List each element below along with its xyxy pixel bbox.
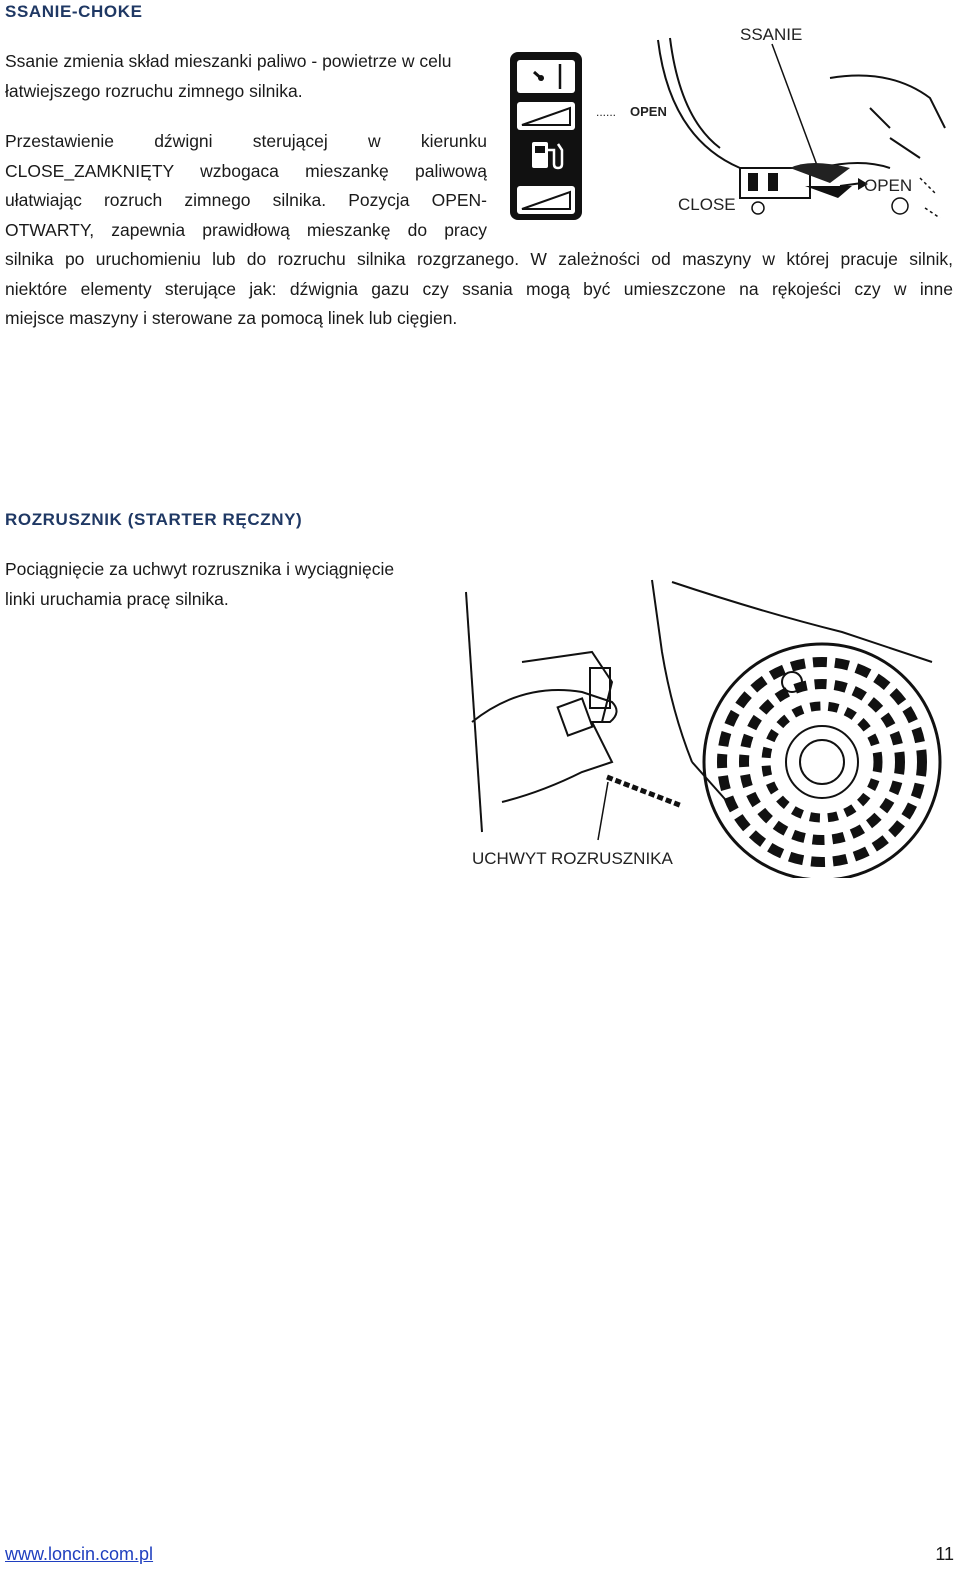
choke-continuation-paragraph bbox=[5, 245, 953, 334]
text-line: OTWARTY, zapewnia prawidłową mieszankę do pracy bbox=[5, 219, 487, 240]
label-open-top: OPEN bbox=[630, 104, 667, 119]
choke-lever-icon bbox=[517, 60, 575, 93]
label-open: OPEN bbox=[864, 176, 913, 195]
starter-handle-icon bbox=[558, 698, 593, 735]
text-line: miejsce maszyny i sterowane za pomocą linek lub cięgien. bbox=[5, 308, 458, 328]
wedge-close-icon bbox=[517, 186, 575, 214]
text-line: ułatwiając rozruch zimnego silnika. Pozycja OPEN- bbox=[5, 190, 487, 210]
text-line: silnika po uruchomieniu lub do rozruchu silnika rozgrzanego. W zależności od maszyny w której pracuje silnik, bbox=[5, 249, 953, 269]
choke-lever-paragraph bbox=[5, 127, 487, 245]
dotted-leader: ...... bbox=[596, 105, 617, 119]
footer-website-link[interactable]: www.loncin.com.pl bbox=[5, 1544, 154, 1564]
text-line: CLOSE_ZAMKNIĘTY wzbogaca mieszankę paliwową bbox=[5, 160, 487, 181]
text-line: Przestawienie dźwigni sterującej w kierunku bbox=[5, 131, 487, 151]
text-line: niektóre elementy sterujące jak: dźwignia gazu czy ssania mogą być umieszczone na rękojeści czy w inne bbox=[5, 278, 953, 299]
section-heading-choke: SSANIE-CHOKE bbox=[5, 2, 143, 21]
text-line: Ssanie zmienia skład mieszanki paliwo - powietrze w celu bbox=[5, 51, 452, 71]
starter-paragraph bbox=[5, 555, 445, 614]
text-line: linki uruchamia pracę silnika. bbox=[5, 588, 229, 609]
page-number: 11 bbox=[935, 1544, 954, 1564]
label-uchwyt-rozrusznika: UCHWYT ROZRUSZNIKA bbox=[472, 849, 673, 868]
choke-symbol-panel bbox=[508, 50, 584, 222]
text-line: Pociągnięcie za uchwyt rozrusznika i wyciągnięcie bbox=[5, 559, 395, 579]
label-ssanie: SSANIE bbox=[740, 25, 803, 44]
recoil-starter-illustration bbox=[462, 572, 952, 878]
text-line: łatwiejszego rozruchu zimnego silnika. bbox=[5, 80, 303, 101]
label-close: CLOSE bbox=[678, 195, 736, 214]
recoil-cover-icon bbox=[704, 644, 940, 878]
wedge-open-icon bbox=[517, 102, 575, 130]
choke-intro-paragraph bbox=[5, 47, 487, 106]
choke-lever-illustration bbox=[590, 18, 952, 228]
section-heading-starter: ROZRUSZNIK (STARTER RĘCZNY) bbox=[5, 510, 303, 529]
